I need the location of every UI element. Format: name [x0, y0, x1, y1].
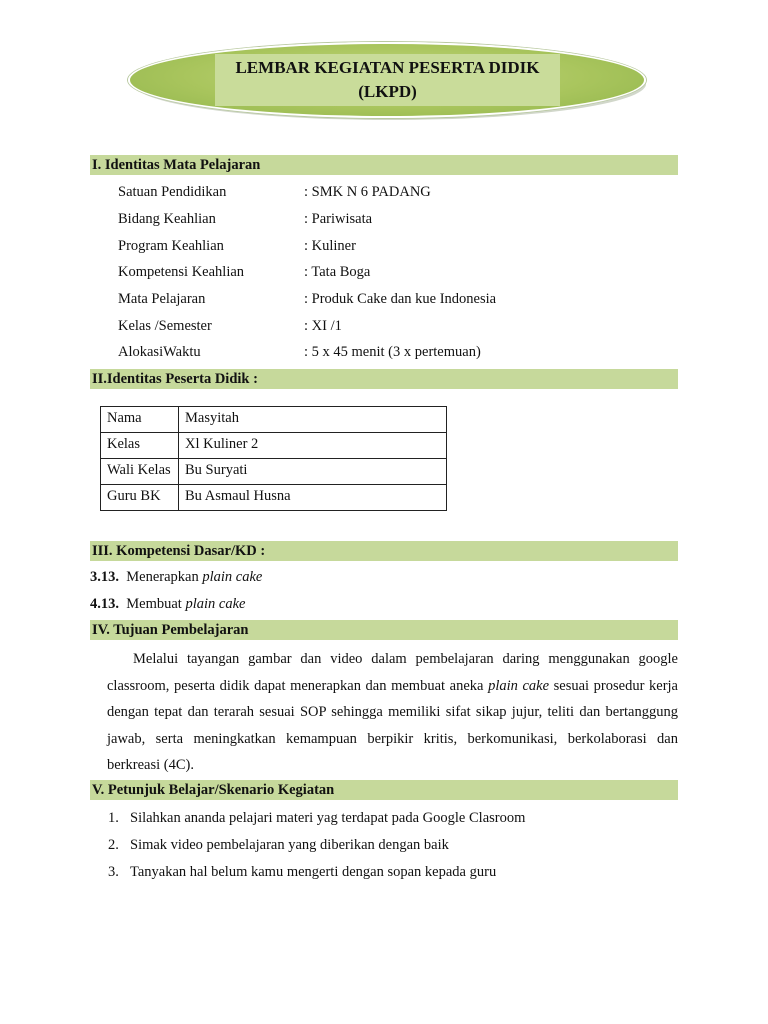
- field-value: : 5 x 45 menit (3 x pertemuan): [304, 344, 481, 360]
- table-cell-value: Bu Suryati: [179, 459, 447, 485]
- kd-item: [90, 594, 245, 614]
- objective-paragraph: [107, 646, 678, 779]
- table-cell-key: Guru BK: [101, 485, 179, 511]
- section-heading-identitas-peserta: II.Identitas Peserta Didik :: [90, 369, 678, 389]
- field-label: Bidang Keahlian: [118, 211, 216, 227]
- document-title: LEMBAR KEGIATAN PESERTA DIDIK: [235, 58, 540, 77]
- field-value: : XI /1: [304, 318, 342, 334]
- kd-text: Membuat: [126, 596, 186, 612]
- list-text: Simak video pembelajaran yang diberikan dengan baik: [130, 837, 449, 853]
- list-item: [108, 835, 449, 855]
- field-label: Satuan Pendidikan: [118, 184, 227, 200]
- list-item: [108, 862, 496, 882]
- objective-text: Melalui tayangan gambar dan video dalam pembelajaran daring menggunakan google classroom, peserta didik dapat menerapkan dan membuat aneka: [107, 651, 678, 694]
- field-value: : Kuliner: [304, 238, 356, 254]
- table-cell-value: Xl Kuliner 2: [179, 433, 447, 459]
- table-row: [101, 433, 447, 459]
- objective-italic: plain cake: [488, 677, 550, 694]
- student-identity-table: [100, 406, 447, 511]
- list-text: Silahkan ananda pelajari materi yag terdapat pada Google Clasroom: [130, 810, 526, 826]
- table-cell-key: Wali Kelas: [101, 459, 179, 485]
- field-label: Kompetensi Keahlian: [118, 264, 245, 280]
- table-cell-value: Bu Asmaul Husna: [179, 485, 447, 511]
- field-value: : Produk Cake dan kue Indonesia: [304, 291, 497, 307]
- objective-text-end: sesuai prosedur kerja dengan tepat dan terarah sesuai SOP sehingga memiliki sifat sikap jujur, teliti dan bertanggung jawab, serta meningkatkan kemampuan berpikir kritis, berkomunikasi, berkolaborasi dan berkreasi (4C).: [107, 677, 678, 773]
- table-cell-key: Nama: [101, 407, 179, 433]
- title-banner: [128, 40, 648, 122]
- table-cell-value: Masyitah: [179, 407, 447, 433]
- field-value: : Pariwisata: [304, 211, 373, 227]
- table-row: [101, 485, 447, 511]
- table-cell-key: Kelas: [101, 433, 179, 459]
- field-label: Program Keahlian: [118, 238, 224, 254]
- field-value: : SMK N 6 PADANG: [304, 184, 431, 200]
- table-row: [101, 407, 447, 433]
- list-number: 3.: [108, 864, 119, 880]
- field-label: Mata Pelajaran: [118, 291, 206, 307]
- document-subtitle: (LKPD): [358, 82, 417, 101]
- kd-number: 3.13.: [90, 569, 119, 585]
- list-text: Tanyakan hal belum kamu mengerti dengan sopan kepada guru: [130, 864, 497, 880]
- kd-italic: plain cake: [202, 569, 263, 585]
- kd-item: [90, 567, 262, 587]
- list-item: [108, 808, 525, 828]
- section-heading-identitas-mapel: I. Identitas Mata Pelajaran: [90, 155, 678, 175]
- section-heading-tujuan: IV. Tujuan Pembelajaran: [90, 620, 678, 640]
- field-label: Kelas /Semester: [118, 318, 212, 334]
- title-box: [215, 54, 560, 106]
- section-heading-kompetensi-dasar: III. Kompetensi Dasar/KD :: [90, 541, 678, 561]
- section-heading-petunjuk: V. Petunjuk Belajar/Skenario Kegiatan: [90, 780, 678, 800]
- kd-text: Menerapkan: [126, 569, 203, 585]
- field-value: : Tata Boga: [304, 264, 371, 280]
- kd-italic: plain cake: [185, 596, 246, 612]
- list-number: 1.: [108, 810, 119, 826]
- list-number: 2.: [108, 837, 119, 853]
- field-label: AlokasiWaktu: [118, 344, 201, 360]
- table-row: [101, 459, 447, 485]
- kd-number: 4.13.: [90, 596, 119, 612]
